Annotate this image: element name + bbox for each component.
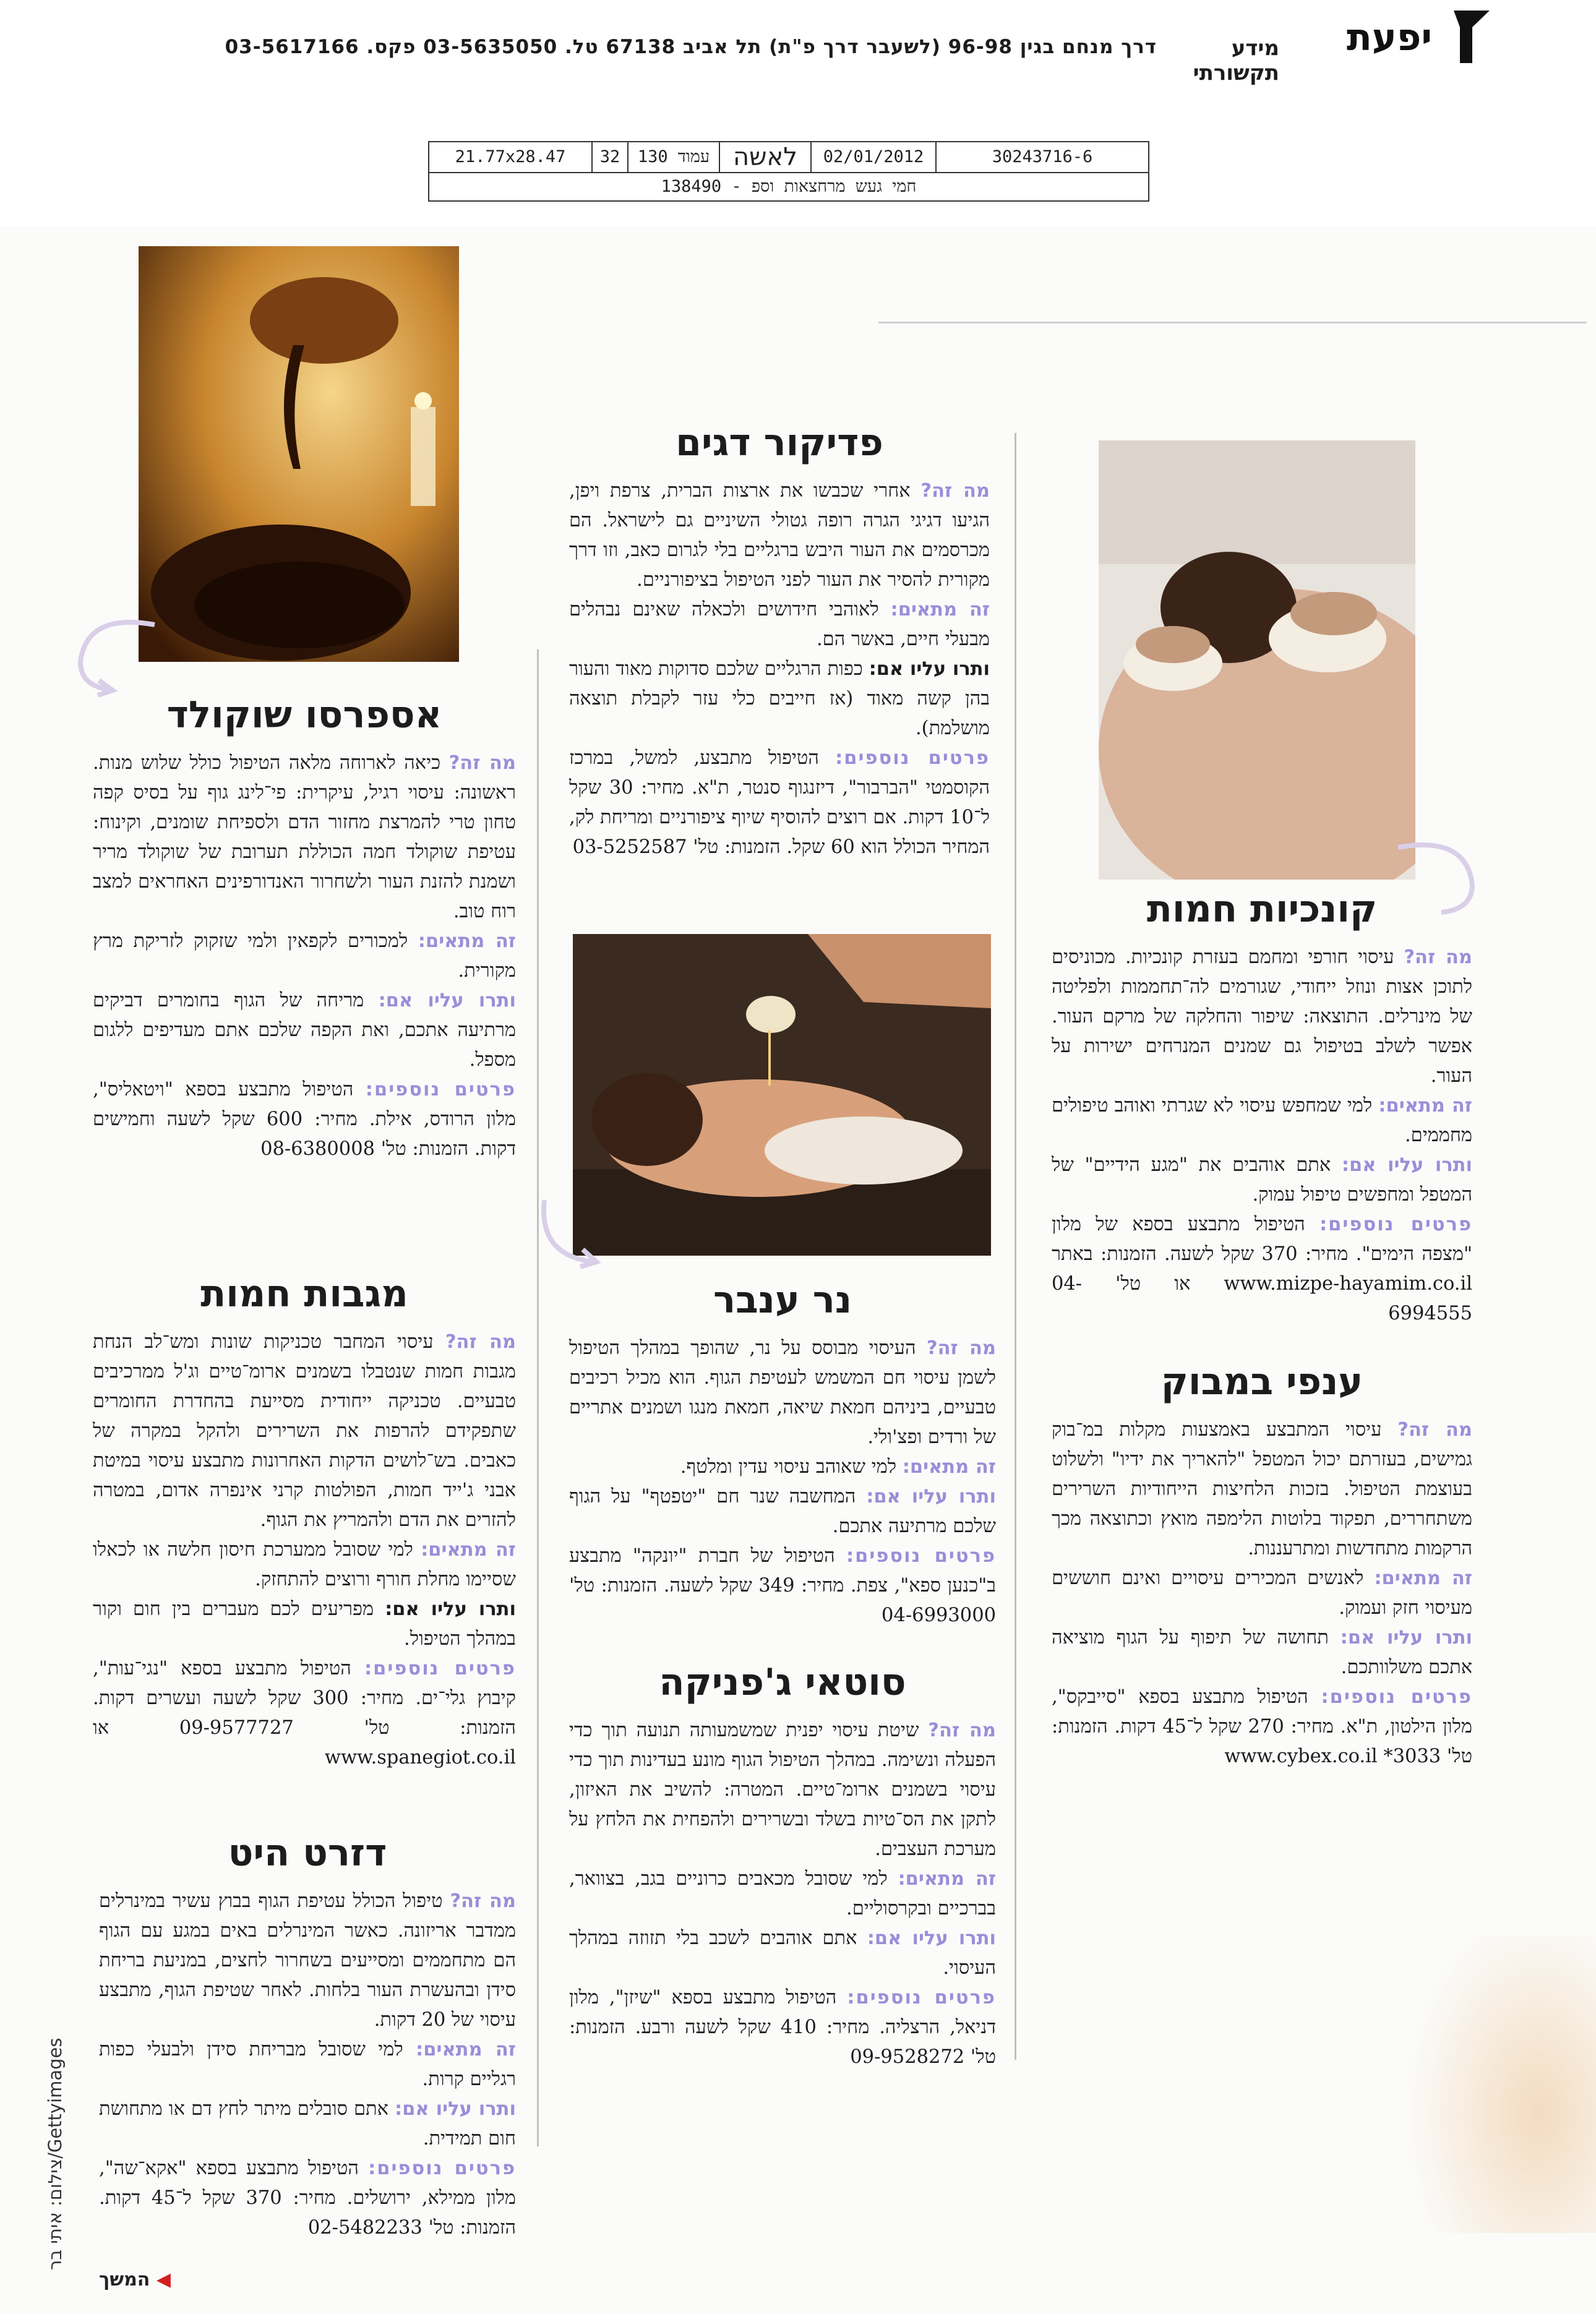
avoid-text: המחשבה שנר חם "יטפטף" על הגוף שלכם מרתיעה אתכם. [569,1486,996,1537]
what-text: שיטת עיסוי יפנית שמשמעותה תנועה תוך כדי הפעלה ונשימה. במהלך הטיפול הגוף מונע בעדינות תוך כדי עיסוי בשמנים ארומ־טיים. המטרה: להשיב את האיזון, לתקן את הס־טיות בשלד ובשרירים ולהפחית את הלחץ על מערכת העצבים. [569,1720,996,1860]
avoid-paragraph [569,1482,996,1541]
what-paragraph [93,1327,516,1535]
continued-label: המשך [99,2269,150,2290]
photo-chocolate-pour [139,246,459,662]
fit-text: למכורים לקפאין ולמי שזקוק לזריקת מרץ מקורית. [93,930,516,982]
fit-paragraph [569,1864,996,1924]
section-shiatsu [569,1658,996,2072]
fit-text: למי שאוהב עיסוי עדין ומלטף. [680,1456,896,1478]
what-text: טיפול הכולל עטיפת הגוף בבוץ עשיר במינרלים ממדבר אריזונה. כאשר המינרלים באים במגע עם הגוף הם מתחממים ומסייעים בשחרור לחצים, במניעת בריחת סידן ובהעשרת העור בלחות. לאחר שטיפת הגוף, מתבצע עיסוי של 20 דקות. [99,1890,516,2031]
avoid-label: ותרו עליו אם: [385,1598,516,1620]
continued-arrow-icon: ◀ [156,2269,171,2290]
fit-paragraph [99,2035,516,2094]
avoid-label: ותרו עליו אם: [378,990,516,1011]
info-clip-id: 30243716-6 [935,142,1148,172]
what-paragraph [1052,943,1472,1091]
section-title: אספרסו שוקולד [166,693,442,737]
section-title: מגבות חמות [200,1272,408,1316]
info-box-row [429,142,1148,173]
avoid-label: ותרו עליו אם: [869,658,990,680]
section-desert-heat [99,1828,516,2243]
avoid-paragraph [1052,1623,1472,1682]
column-divider [1015,433,1016,2060]
avoid-label: ותרו עליו אם: [866,1486,996,1507]
more-label: פרטים נוספים: [365,1079,517,1100]
section-chocolate [93,690,516,1164]
section-title: פדיקור דגים [676,421,883,465]
photo-credit: צילום: איתי בר/Gettyimages [45,2038,66,2270]
fit-text: לאוהבי חידושים ולכאלה שאינם נבהלים מבעלי חיים, באשר הם. [569,599,990,650]
fit-label: זה מתאים: [416,2039,517,2060]
fit-paragraph [569,595,990,654]
yifat-logo [1342,7,1491,69]
section-title: קונכיות חמות [1146,888,1378,931]
fit-text: למי שסובל ממערכת חיסון חלשה או לכאלו שסיימו מחלת חורף ורוצים להתחזק. [93,1539,516,1590]
more-text: הטיפול של חברת "יונקה" מתבצע ב"כנען ספא", צפת. מחיר: 349 שקל לשעה. הזמנות: טל' 04-6993000 [569,1545,996,1626]
more-label: פרטים נוספים: [364,1658,516,1679]
photo-corner-blur [1404,1936,1596,2233]
what-label: מה זה? [1397,1419,1472,1441]
logo-name: יפעת [1346,16,1432,59]
more-text: הטיפול מתבצע בספא "נגי־עות", קיבוץ גלי־ים. מחיר: 300 שקל לשעה ועשרים דקות. הזמנות: טל' 09-9577727 או www.spanegiot.co.il [93,1658,516,1768]
more-paragraph [1052,1210,1472,1329]
section-title: ענפי במבוק [1161,1360,1363,1403]
info-subject: חמי געש מרחצאות וספ - 138490 [661,177,917,196]
avoid-paragraph [569,1924,996,1983]
info-date: 02/01/2012 [810,142,935,172]
avoid-label: ותרו עליו אם: [395,2098,516,2120]
what-text: עיסוי המחבר טכניקות שונות ומש־לב הנחת מגבות חמות שנטבלו בשמנים ארומ־טיים וג'ל ממרכיבים טבעיים. טכניקה ייחודית מסייעת בהחדרת החומרים שתפקידם להרפות את השרירים ולהקל במקרה של כאבים. בש־לושים הדקות האחרונות מתבצע עיסוי במיטת אבני ג'ייד חמות, הפולטות קרני אינפרה אדום, במטרה להזרים את הדם ולהמריץ את הגוף. [93,1331,516,1531]
section-hot-shells [1052,885,1472,1329]
what-paragraph [569,476,990,595]
more-label: פרטים נוספים: [1321,1686,1472,1708]
avoid-paragraph [93,986,516,1075]
avoid-text: תחושה של תיפוף על הגוף מוציאה אתכם משלוותכם. [1052,1627,1472,1678]
what-text: עיסוי המתבצע באמצעות מקלות במ־בוק גמישים, בעזרתם יכול המטפל "להאריך את ידיו" ולשלוט בעוצמת הטיפול. בזכות הלחיצות הייחודיות השרירים משתחררים, תפקוד בלוטות הלימפה מואץ וכתוצאה מכך הרקמות מתחדשות ומתרעננות. [1052,1419,1472,1559]
fit-label: זה מתאים: [1378,1095,1473,1116]
avoid-paragraph [569,654,990,743]
yifat-logo-mark-icon [1435,7,1491,66]
photo-hot-shells [1099,440,1415,880]
fit-paragraph [1052,1564,1472,1623]
more-paragraph [99,2154,516,2243]
header-tagline: מידע תקשורתי [1193,36,1279,85]
info-page-num: 32 [591,142,627,172]
more-label: פרטים נוספים: [835,747,990,769]
swirl-decoration-icon [68,612,161,699]
avoid-text: כפות הרגליים שלכם סדוקות מאוד והעור בהן קשה מאוד (אז חייבים כלי עזר לקבלת תוצאה מושלמת). [569,658,990,739]
fit-paragraph [93,927,516,986]
fit-label: זה מתאים: [902,1456,996,1478]
what-paragraph [99,1887,516,2035]
column-divider [537,649,539,2146]
avoid-paragraph [1052,1151,1472,1210]
fit-label: זה מתאים: [418,930,516,952]
info-publication: לאשה [719,142,810,172]
what-label: מה זה? [445,1331,516,1353]
more-label: פרטים נוספים: [847,1987,996,2008]
what-label: מה זה? [926,1337,996,1359]
fit-label: זה מתאים: [421,1539,516,1561]
more-label: פרטים נוספים: [846,1545,997,1567]
what-paragraph [93,748,516,927]
header-address: דרך מנחם בגין 96-98 (לשעבר דרך פ"ת) תל אביב 67138 טל. 03-5635050 פקס. 03-5617166 [225,36,1157,58]
fit-paragraph [569,1452,996,1482]
what-label: מה זה? [1404,946,1472,968]
avoid-text: מפריעים לכם מעברים בין חום וקור במהלך הטיפול. [93,1598,516,1650]
what-text: כיאה לארוחה מלאה הטיפול כולל שלוש מנות. ראשונה: עיסוי רגיל, עיקרית: פי־לינג גוף על בסיס קפה טחון טרי להמרצת מחזור הדם ולספיחת שומנים, וקינוח: עטיפת שוקולד חמה הכוללת תערובת של שוקולד מריר ושמנת להזנת העור ולשחרור האנדורפינים האחראים למצב רוח טוב. [93,752,516,922]
info-page-label: עמוד 130 [627,142,719,172]
what-label: מה זה? [450,1890,516,1912]
fit-text: למי שמחפש עיסוי לא שגרתי ואוהב טיפולים מחממים. [1052,1095,1472,1146]
avoid-label: ותרו עליו אם: [867,1927,996,1949]
more-paragraph [569,1541,996,1631]
more-paragraph [569,1983,996,2072]
avoid-text: אתם אוהבים את "מגע הידיים" של המטפל ומחפשים טיפול עמוק. [1052,1154,1472,1206]
more-paragraph [1052,1682,1472,1772]
fit-paragraph [93,1535,516,1595]
avoid-text: מריחה של הגוף בחומרים דביקים מרתיעה אתכם, ואת הקפה שלכם אתם מעדיפים ללגום מספל. [93,990,516,1071]
photo-amber-candle [573,934,991,1256]
what-text: אחרי שכבשו את ארצות הברית, צרפת ויפן, הגיעו דגיגי הגרה רופה גטולי השיניים גם לישראל. הם מכרסמים את העור היבש ברגליים בלי לגרום כאב, וזו דרך מקורית להסיר את העור לפני הטיפול בציפורניים. [569,480,990,591]
avoid-paragraph [99,2094,516,2154]
section-pedicure [569,418,990,862]
avoid-text: אתם אוהבים לשכב בלי תזוזה במהלך העיסוי. [569,1927,996,1979]
what-paragraph [569,1716,996,1864]
section-title: סוטאי ג'פניקה [659,1661,906,1704]
more-paragraph [93,1654,516,1773]
avoid-label: ותרו עליו אם: [1340,1627,1472,1648]
what-text: עיסוי חורפי ומחמם בעזרת קונכיות. מכוניסים לתוכן אצות ונוזל ייחודי, שגורמים לה־תחממות ולפליטה של מינרלים. התוצאה: שיפור והחלקה של מרקם העור. אפשר לשלב בטיפול גם שמנים המנרחים ישירות על העור. [1052,946,1472,1087]
what-paragraph [1052,1415,1472,1564]
avoid-paragraph [93,1595,516,1654]
more-paragraph [569,743,990,862]
section-title: דזרט היט [228,1832,387,1875]
more-label: פרטים נוספים: [1319,1214,1473,1235]
what-text: העיסוי מבוסס על נר, שהופך במהלך הטיפול לשמן עיסוי חם המשמש לעטיפת הגוף. הוא מכיל רכיבים טבעיים, ביניהם חמאת שיאה, חמאת מנגו ושמנים אתריים של ורדים ופצ'ולי. [569,1337,996,1448]
section-title: נר ענבר [713,1279,852,1322]
what-label: מה זה? [448,752,516,774]
what-label: מה זה? [928,1720,996,1741]
more-text: הטיפול מתבצע בספא "ויטאליס", מלון הרודס, אילת. מחיר: 600 שקל לשעה וחמישים דקות. הזמנות: טל' 08-6380008 [93,1079,516,1160]
fit-paragraph [1052,1091,1472,1151]
avoid-label: ותרו עליו אם: [1341,1154,1472,1176]
fit-text: לאנשים המכירים עיסויים ואינם חוששים מעיסוי חזק ועמוק. [1052,1567,1472,1619]
more-text: הטיפול מתבצע, למשל, במרכז הקוסמטי "הברבור", דיזנגוף סנטר, ת"א. מחיר: 30 שקל ל־10 דקות. אם רוצים להוסיף שיוף ציפורניים ומריחת לק, המחיר הכולל הוא 60 שקל. הזמנות: טל' 03-5252587 [569,747,990,858]
more-text: הטיפול מתבצע בספא "סייבקס", מלון הילטון, ת"א. מחיר: 270 שקל ל־45 דקות. הזמנות: טל' 3033* www.cybex.co.il [1052,1686,1472,1767]
more-text: הטיפול מתבצע בספא "שיזן", מלון דניאל, הרצליה. מחיר: 410 שקל לשעה ורבע. הזמנות: טל' 09-9528272 [569,1987,997,2068]
more-text: הטיפול מתבצע בספא של מלון "מצפה הימים". מחיר: 370 שקל לשעה. הזמנות: באתר www.mizpe-hayamim.co.il או טל' 04-6994555 [1052,1214,1472,1324]
top-rule [878,322,1587,324]
fit-text: למי שסובל מבריחת סידן ולבעלי כפות רגליים קרות. [99,2039,516,2090]
avoid-text: אתם סובלים מיתר לחץ דם או מתחושת חום תמידית. [99,2098,516,2149]
more-label: פרטים נוספים: [368,2158,517,2179]
what-label: מה זה? [920,480,990,502]
section-bamboo [1052,1357,1472,1772]
swirl-decoration-icon [532,1188,625,1274]
fit-label: זה מתאים: [898,1868,996,1890]
info-dimensions: 21.77x28.47 [455,147,566,166]
clip-info-box [428,141,1149,202]
section-amber-candle [569,1275,996,1631]
fit-label: זה מתאים: [1374,1567,1472,1589]
more-text: הטיפול מתבצע בספא "אקא־שה", מלון ממילא, ירושלים. מחיר: 370 שקל ל־45 דקות. הזמנות: טל' 02-5482233 [99,2158,516,2239]
more-paragraph [93,1075,516,1164]
what-paragraph [569,1334,996,1452]
continued-link[interactable] [99,2269,171,2290]
section-warm-towels [93,1269,516,1773]
fit-label: זה מתאים: [890,599,990,620]
fit-text: למי שסובל מכאבים כרוניים בגב, בצוואר, בברכיים ובקרסוליים. [569,1868,996,1919]
